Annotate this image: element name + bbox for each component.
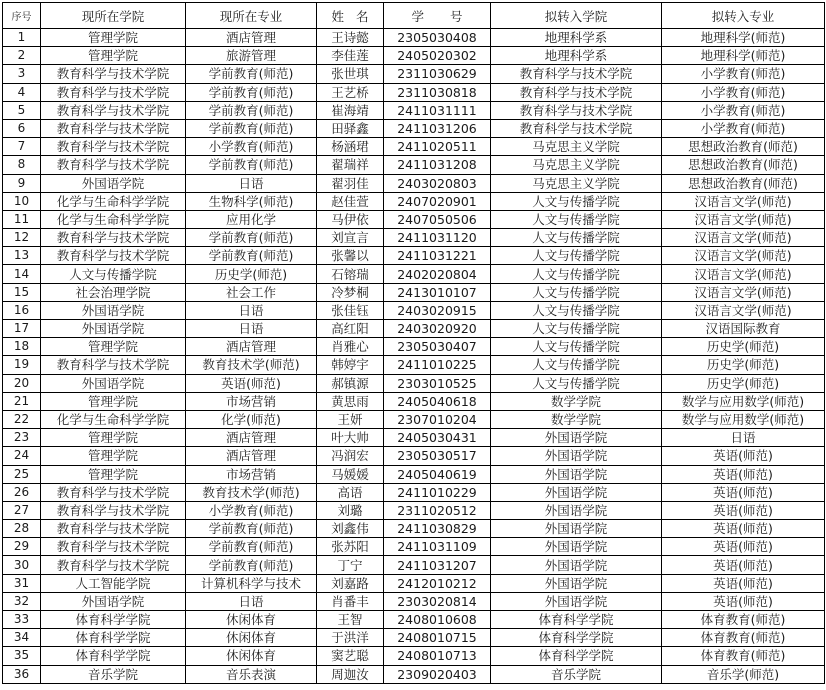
- cell-no: 13: [3, 247, 41, 265]
- cell-name: 翟羽佳: [317, 174, 384, 192]
- cell-current-college: 管理学院: [41, 447, 186, 465]
- cell-name: 冷梦桐: [317, 283, 384, 301]
- cell-student-id: 2411010229: [384, 483, 491, 501]
- cell-current-major: 学前教育(师范): [186, 119, 317, 137]
- cell-name: 崔海靖: [317, 101, 384, 119]
- table-row: [3, 447, 825, 465]
- cell-target-major: 英语(师范): [662, 538, 825, 556]
- cell-current-major: 学前教育(师范): [186, 247, 317, 265]
- cell-current-major: 音乐表演: [186, 665, 317, 683]
- cell-no: 30: [3, 556, 41, 574]
- cell-target-college: 人文与传播学院: [491, 338, 662, 356]
- cell-current-college: 教育科学与技术学院: [41, 119, 186, 137]
- table-row: [3, 356, 825, 374]
- cell-current-major: 休闲体育: [186, 647, 317, 665]
- cell-current-major: 教育技术学(师范): [186, 483, 317, 501]
- cell-current-major: 学前教育(师范): [186, 556, 317, 574]
- cell-no: 33: [3, 611, 41, 629]
- cell-name: 张馨以: [317, 247, 384, 265]
- cell-no: 1: [3, 29, 41, 47]
- table-row: [3, 101, 825, 119]
- cell-current-major: 市场营销: [186, 392, 317, 410]
- cell-current-major: 学前教育(师范): [186, 65, 317, 83]
- cell-target-major: 音乐学(师范): [662, 665, 825, 683]
- cell-target-college: 地理科学系: [491, 47, 662, 65]
- cell-current-major: 教育技术学(师范): [186, 356, 317, 374]
- cell-name: 于洪洋: [317, 629, 384, 647]
- cell-name: 张世琪: [317, 65, 384, 83]
- cell-name: 王智: [317, 611, 384, 629]
- cell-current-college: 教育科学与技术学院: [41, 138, 186, 156]
- cell-student-id: 2412010212: [384, 574, 491, 592]
- cell-student-id: 2403020920: [384, 320, 491, 338]
- cell-target-college: 外国语学院: [491, 520, 662, 538]
- cell-no: 20: [3, 374, 41, 392]
- cell-target-major: 体育教育(师范): [662, 629, 825, 647]
- cell-current-college: 教育科学与技术学院: [41, 229, 186, 247]
- table-body: [3, 29, 825, 684]
- cell-target-major: 英语(师范): [662, 592, 825, 610]
- cell-name: 高红阳: [317, 320, 384, 338]
- cell-no: 4: [3, 83, 41, 101]
- cell-current-major: 化学(师范): [186, 410, 317, 428]
- cell-student-id: 2413010107: [384, 283, 491, 301]
- cell-name: 叶大帅: [317, 429, 384, 447]
- cell-current-college: 教育科学与技术学院: [41, 247, 186, 265]
- cell-name: 马媛媛: [317, 465, 384, 483]
- cell-name: 杨涵珺: [317, 138, 384, 156]
- cell-current-college: 管理学院: [41, 429, 186, 447]
- table-row: [3, 665, 825, 683]
- cell-target-major: 英语(师范): [662, 520, 825, 538]
- cell-no: 36: [3, 665, 41, 683]
- table-row: [3, 374, 825, 392]
- header-student-id: 学号: [384, 3, 491, 29]
- cell-current-college: 外国语学院: [41, 320, 186, 338]
- cell-current-college: 管理学院: [41, 465, 186, 483]
- cell-target-major: 汉语言文学(师范): [662, 301, 825, 319]
- cell-student-id: 2411031221: [384, 247, 491, 265]
- header-target-college: 拟转入学院: [491, 3, 662, 29]
- table-row: [3, 538, 825, 556]
- table-row: [3, 210, 825, 228]
- header-target-major: 拟转入专业: [662, 3, 825, 29]
- cell-name: 马伊依: [317, 210, 384, 228]
- cell-target-college: 人文与传播学院: [491, 374, 662, 392]
- cell-no: 14: [3, 265, 41, 283]
- cell-name: 田驿鑫: [317, 119, 384, 137]
- cell-current-major: 英语(师范): [186, 374, 317, 392]
- cell-student-id: 2403020803: [384, 174, 491, 192]
- cell-target-major: 汉语国际教育: [662, 320, 825, 338]
- table-row: [3, 574, 825, 592]
- cell-current-major: 学前教育(师范): [186, 156, 317, 174]
- table-row: [3, 229, 825, 247]
- cell-current-major: 社会工作: [186, 283, 317, 301]
- table-row: [3, 192, 825, 210]
- table-row: [3, 320, 825, 338]
- cell-target-college: 教育科学与技术学院: [491, 101, 662, 119]
- cell-student-id: 2303010525: [384, 374, 491, 392]
- cell-current-major: 市场营销: [186, 465, 317, 483]
- cell-target-major: 体育教育(师范): [662, 611, 825, 629]
- cell-no: 8: [3, 156, 41, 174]
- cell-name: 刘璐: [317, 501, 384, 519]
- cell-target-major: 思想政治教育(师范): [662, 138, 825, 156]
- cell-name: 肖番丰: [317, 592, 384, 610]
- table-row: [3, 138, 825, 156]
- cell-current-major: 小学教育(师范): [186, 138, 317, 156]
- table-row: [3, 119, 825, 137]
- cell-target-major: 英语(师范): [662, 465, 825, 483]
- cell-name: 石镕瑞: [317, 265, 384, 283]
- cell-no: 3: [3, 65, 41, 83]
- cell-student-id: 2408010608: [384, 611, 491, 629]
- cell-target-college: 人文与传播学院: [491, 356, 662, 374]
- cell-name: 丁宁: [317, 556, 384, 574]
- cell-current-major: 学前教育(师范): [186, 101, 317, 119]
- cell-name: 赵佳萱: [317, 192, 384, 210]
- cell-no: 9: [3, 174, 41, 192]
- cell-target-college: 马克思主义学院: [491, 174, 662, 192]
- cell-name: 李佳莲: [317, 47, 384, 65]
- cell-name: 张佳钰: [317, 301, 384, 319]
- cell-target-college: 人文与传播学院: [491, 283, 662, 301]
- cell-target-college: 外国语学院: [491, 465, 662, 483]
- cell-target-college: 外国语学院: [491, 501, 662, 519]
- table-row: [3, 83, 825, 101]
- cell-name: 黄思雨: [317, 392, 384, 410]
- cell-target-major: 英语(师范): [662, 574, 825, 592]
- cell-target-college: 外国语学院: [491, 429, 662, 447]
- cell-current-college: 外国语学院: [41, 592, 186, 610]
- cell-no: 27: [3, 501, 41, 519]
- cell-target-college: 人文与传播学院: [491, 320, 662, 338]
- cell-student-id: 2309020403: [384, 665, 491, 683]
- cell-target-college: 外国语学院: [491, 538, 662, 556]
- cell-current-college: 教育科学与技术学院: [41, 101, 186, 119]
- cell-student-id: 2405040619: [384, 465, 491, 483]
- cell-current-college: 教育科学与技术学院: [41, 556, 186, 574]
- cell-target-major: 英语(师范): [662, 556, 825, 574]
- cell-student-id: 2305030408: [384, 29, 491, 47]
- cell-no: 17: [3, 320, 41, 338]
- cell-current-major: 计算机科学与技术: [186, 574, 317, 592]
- cell-student-id: 2402020804: [384, 265, 491, 283]
- cell-student-id: 2405040618: [384, 392, 491, 410]
- cell-current-college: 化学与生命科学学院: [41, 210, 186, 228]
- cell-no: 21: [3, 392, 41, 410]
- cell-current-major: 日语: [186, 592, 317, 610]
- cell-no: 24: [3, 447, 41, 465]
- header-current-major: 现所在专业: [186, 3, 317, 29]
- cell-no: 15: [3, 283, 41, 301]
- cell-no: 2: [3, 47, 41, 65]
- cell-student-id: 2405020302: [384, 47, 491, 65]
- cell-student-id: 2411020511: [384, 138, 491, 156]
- cell-target-major: 汉语言文学(师范): [662, 229, 825, 247]
- table-row: [3, 392, 825, 410]
- cell-student-id: 2411031208: [384, 156, 491, 174]
- cell-no: 26: [3, 483, 41, 501]
- cell-target-college: 马克思主义学院: [491, 138, 662, 156]
- cell-target-major: 日语: [662, 429, 825, 447]
- cell-current-college: 社会治理学院: [41, 283, 186, 301]
- cell-target-college: 人文与传播学院: [491, 301, 662, 319]
- table-row: [3, 483, 825, 501]
- cell-current-college: 教育科学与技术学院: [41, 83, 186, 101]
- cell-no: 18: [3, 338, 41, 356]
- cell-student-id: 2408010715: [384, 629, 491, 647]
- cell-current-college: 外国语学院: [41, 174, 186, 192]
- cell-current-college: 体育科学学院: [41, 611, 186, 629]
- cell-current-college: 教育科学与技术学院: [41, 356, 186, 374]
- cell-name: 周迦汝: [317, 665, 384, 683]
- cell-target-college: 人文与传播学院: [491, 192, 662, 210]
- table-row: [3, 301, 825, 319]
- cell-no: 11: [3, 210, 41, 228]
- cell-current-major: 休闲体育: [186, 611, 317, 629]
- cell-target-major: 汉语言文学(师范): [662, 210, 825, 228]
- cell-target-major: 历史学(师范): [662, 356, 825, 374]
- cell-target-college: 人文与传播学院: [491, 210, 662, 228]
- cell-name: 王艺桥: [317, 83, 384, 101]
- cell-no: 16: [3, 301, 41, 319]
- cell-student-id: 2307010204: [384, 410, 491, 428]
- cell-student-id: 2305030517: [384, 447, 491, 465]
- cell-current-major: 学前教育(师范): [186, 229, 317, 247]
- cell-target-major: 汉语言文学(师范): [662, 247, 825, 265]
- cell-current-college: 人工智能学院: [41, 574, 186, 592]
- cell-name: 翟瑞祥: [317, 156, 384, 174]
- table-row: [3, 465, 825, 483]
- cell-student-id: 2311020512: [384, 501, 491, 519]
- table-row: [3, 156, 825, 174]
- header-row: [3, 3, 825, 29]
- cell-target-major: 思想政治教育(师范): [662, 174, 825, 192]
- cell-student-id: 2305030407: [384, 338, 491, 356]
- cell-current-college: 音乐学院: [41, 665, 186, 683]
- header-name: 姓名: [317, 3, 384, 29]
- cell-target-major: 历史学(师范): [662, 374, 825, 392]
- cell-target-college: 数学学院: [491, 410, 662, 428]
- cell-target-college: 外国语学院: [491, 447, 662, 465]
- cell-current-college: 化学与生命科学学院: [41, 192, 186, 210]
- table-row: [3, 65, 825, 83]
- cell-no: 6: [3, 119, 41, 137]
- table-row: [3, 29, 825, 47]
- cell-target-college: 外国语学院: [491, 592, 662, 610]
- cell-student-id: 2411030829: [384, 520, 491, 538]
- cell-current-major: 酒店管理: [186, 447, 317, 465]
- cell-student-id: 2405030431: [384, 429, 491, 447]
- cell-target-college: 人文与传播学院: [491, 265, 662, 283]
- cell-name: 冯润宏: [317, 447, 384, 465]
- cell-no: 23: [3, 429, 41, 447]
- cell-target-major: 小学教育(师范): [662, 65, 825, 83]
- cell-student-id: 2311030818: [384, 83, 491, 101]
- cell-current-college: 管理学院: [41, 47, 186, 65]
- cell-no: 31: [3, 574, 41, 592]
- cell-current-college: 体育科学学院: [41, 647, 186, 665]
- cell-current-major: 历史学(师范): [186, 265, 317, 283]
- cell-current-college: 管理学院: [41, 338, 186, 356]
- cell-current-major: 酒店管理: [186, 29, 317, 47]
- cell-current-college: 管理学院: [41, 29, 186, 47]
- cell-student-id: 2411031111: [384, 101, 491, 119]
- cell-current-major: 学前教育(师范): [186, 520, 317, 538]
- cell-target-college: 教育科学与技术学院: [491, 119, 662, 137]
- cell-target-college: 体育科学学院: [491, 611, 662, 629]
- cell-name: 王诗懿: [317, 29, 384, 47]
- cell-no: 7: [3, 138, 41, 156]
- table-row: [3, 47, 825, 65]
- cell-current-major: 学前教育(师范): [186, 538, 317, 556]
- cell-target-college: 体育科学学院: [491, 629, 662, 647]
- cell-target-major: 地理科学(师范): [662, 29, 825, 47]
- cell-current-major: 学前教育(师范): [186, 83, 317, 101]
- cell-target-college: 地理科学系: [491, 29, 662, 47]
- cell-target-college: 音乐学院: [491, 665, 662, 683]
- table-row: [3, 647, 825, 665]
- cell-current-major: 旅游管理: [186, 47, 317, 65]
- cell-target-major: 汉语言文学(师范): [662, 192, 825, 210]
- cell-student-id: 2403020915: [384, 301, 491, 319]
- cell-target-major: 地理科学(师范): [662, 47, 825, 65]
- table-row: [3, 174, 825, 192]
- table-row: [3, 592, 825, 610]
- cell-target-major: 数学与应用数学(师范): [662, 410, 825, 428]
- cell-no: 5: [3, 101, 41, 119]
- cell-student-id: 2408010713: [384, 647, 491, 665]
- cell-name: 肖雅心: [317, 338, 384, 356]
- cell-name: 韩婷宇: [317, 356, 384, 374]
- header-no: 序号: [3, 3, 41, 29]
- cell-current-major: 酒店管理: [186, 429, 317, 447]
- cell-current-college: 体育科学学院: [41, 629, 186, 647]
- cell-student-id: 2411031207: [384, 556, 491, 574]
- cell-target-major: 小学教育(师范): [662, 101, 825, 119]
- cell-name: 王妍: [317, 410, 384, 428]
- table-row: [3, 611, 825, 629]
- cell-no: 22: [3, 410, 41, 428]
- cell-no: 19: [3, 356, 41, 374]
- cell-target-college: 教育科学与技术学院: [491, 83, 662, 101]
- cell-current-college: 教育科学与技术学院: [41, 65, 186, 83]
- cell-name: 窦艺聪: [317, 647, 384, 665]
- cell-no: 34: [3, 629, 41, 647]
- cell-target-major: 数学与应用数学(师范): [662, 392, 825, 410]
- table-row: [3, 520, 825, 538]
- cell-target-major: 思想政治教育(师范): [662, 156, 825, 174]
- cell-current-college: 教育科学与技术学院: [41, 538, 186, 556]
- cell-current-college: 教育科学与技术学院: [41, 501, 186, 519]
- cell-no: 28: [3, 520, 41, 538]
- cell-target-major: 汉语言文学(师范): [662, 283, 825, 301]
- cell-target-college: 外国语学院: [491, 574, 662, 592]
- cell-student-id: 2407050506: [384, 210, 491, 228]
- cell-current-major: 应用化学: [186, 210, 317, 228]
- cell-current-college: 化学与生命科学学院: [41, 410, 186, 428]
- cell-target-college: 教育科学与技术学院: [491, 65, 662, 83]
- cell-target-major: 小学教育(师范): [662, 83, 825, 101]
- cell-name: 高语: [317, 483, 384, 501]
- cell-no: 10: [3, 192, 41, 210]
- cell-current-college: 外国语学院: [41, 301, 186, 319]
- cell-name: 刘嘉路: [317, 574, 384, 592]
- cell-student-id: 2411031206: [384, 119, 491, 137]
- cell-name: 刘鑫伟: [317, 520, 384, 538]
- cell-current-college: 外国语学院: [41, 374, 186, 392]
- cell-target-college: 人文与传播学院: [491, 247, 662, 265]
- cell-student-id: 2411010225: [384, 356, 491, 374]
- cell-name: 张苏阳: [317, 538, 384, 556]
- cell-target-college: 数学学院: [491, 392, 662, 410]
- cell-current-major: 日语: [186, 320, 317, 338]
- cell-no: 32: [3, 592, 41, 610]
- table-row: [3, 429, 825, 447]
- header-current-college: 现所在学院: [41, 3, 186, 29]
- cell-current-college: 人文与传播学院: [41, 265, 186, 283]
- cell-no: 12: [3, 229, 41, 247]
- table-row: [3, 283, 825, 301]
- cell-target-major: 小学教育(师范): [662, 119, 825, 137]
- cell-name: 郝镇源: [317, 374, 384, 392]
- cell-target-major: 历史学(师范): [662, 338, 825, 356]
- table-row: [3, 556, 825, 574]
- cell-current-major: 休闲体育: [186, 629, 317, 647]
- cell-no: 25: [3, 465, 41, 483]
- cell-target-major: 英语(师范): [662, 447, 825, 465]
- cell-target-major: 汉语言文学(师范): [662, 265, 825, 283]
- cell-current-major: 日语: [186, 301, 317, 319]
- table-row: [3, 629, 825, 647]
- table-row: [3, 247, 825, 265]
- cell-student-id: 2407020901: [384, 192, 491, 210]
- cell-target-college: 人文与传播学院: [491, 229, 662, 247]
- cell-name: 刘宣言: [317, 229, 384, 247]
- cell-current-major: 酒店管理: [186, 338, 317, 356]
- cell-target-major: 英语(师范): [662, 501, 825, 519]
- cell-target-college: 马克思主义学院: [491, 156, 662, 174]
- table-row: [3, 410, 825, 428]
- cell-target-college: 体育科学学院: [491, 647, 662, 665]
- cell-no: 35: [3, 647, 41, 665]
- table-row: [3, 501, 825, 519]
- table-row: [3, 338, 825, 356]
- cell-current-college: 教育科学与技术学院: [41, 483, 186, 501]
- cell-student-id: 2311030629: [384, 65, 491, 83]
- cell-target-college: 外国语学院: [491, 483, 662, 501]
- cell-target-major: 英语(师范): [662, 483, 825, 501]
- cell-student-id: 2303020814: [384, 592, 491, 610]
- cell-current-college: 教育科学与技术学院: [41, 520, 186, 538]
- cell-current-major: 日语: [186, 174, 317, 192]
- transfer-students-table: [2, 2, 825, 684]
- table-row: [3, 265, 825, 283]
- cell-current-major: 小学教育(师范): [186, 501, 317, 519]
- cell-target-major: 体育教育(师范): [662, 647, 825, 665]
- cell-student-id: 2411031120: [384, 229, 491, 247]
- cell-student-id: 2411031109: [384, 538, 491, 556]
- cell-no: 29: [3, 538, 41, 556]
- cell-current-college: 管理学院: [41, 392, 186, 410]
- cell-current-major: 生物科学(师范): [186, 192, 317, 210]
- cell-target-college: 外国语学院: [491, 556, 662, 574]
- cell-current-college: 教育科学与技术学院: [41, 156, 186, 174]
